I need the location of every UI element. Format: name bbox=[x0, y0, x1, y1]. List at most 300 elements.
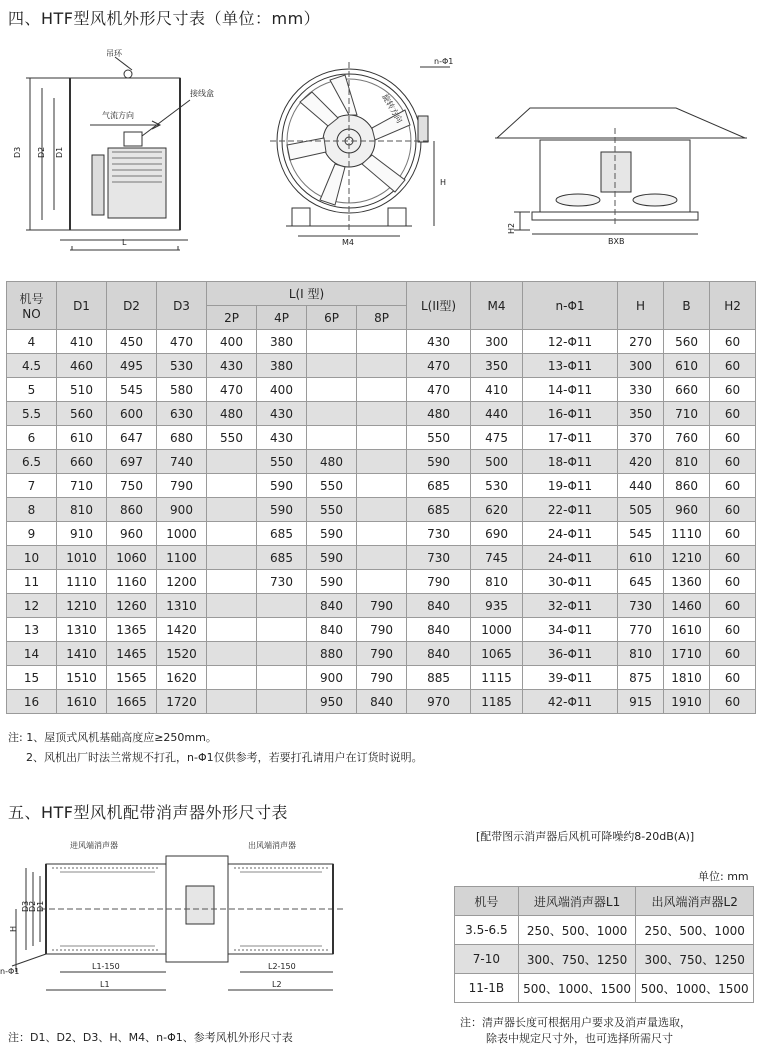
label-l2: L2 bbox=[272, 980, 282, 989]
table-cell: 810 bbox=[471, 570, 523, 594]
table-cell: 470 bbox=[407, 354, 471, 378]
table-cell: 545 bbox=[618, 522, 664, 546]
table-cell bbox=[257, 690, 307, 714]
table-cell: 430 bbox=[407, 330, 471, 354]
table-cell: 7-10 bbox=[455, 945, 519, 974]
table-cell: 1620 bbox=[157, 666, 207, 690]
label-h: H bbox=[440, 178, 447, 187]
table-cell: 915 bbox=[618, 690, 664, 714]
table-cell: 1100 bbox=[157, 546, 207, 570]
table-cell: 840 bbox=[407, 618, 471, 642]
table-cell: 690 bbox=[471, 522, 523, 546]
header-d2: D2 bbox=[107, 282, 157, 330]
table-cell bbox=[357, 378, 407, 402]
table-cell: 60 bbox=[710, 354, 756, 378]
header-8p: 8P bbox=[357, 306, 407, 330]
table-cell: 1200 bbox=[157, 570, 207, 594]
table-cell: 300 bbox=[471, 330, 523, 354]
table-cell bbox=[357, 570, 407, 594]
table-cell: 330 bbox=[618, 378, 664, 402]
table-cell: 960 bbox=[107, 522, 157, 546]
table-cell: 500 bbox=[471, 450, 523, 474]
silencer-unit: 单位: mm bbox=[698, 870, 749, 883]
table-cell: 11-1B bbox=[455, 974, 519, 1003]
table-cell: 7 bbox=[7, 474, 57, 498]
table-cell: 60 bbox=[710, 666, 756, 690]
table-cell bbox=[207, 642, 257, 666]
table-cell: 350 bbox=[618, 402, 664, 426]
table-cell: 60 bbox=[710, 642, 756, 666]
table-cell: 1610 bbox=[664, 618, 710, 642]
silencer-drawing bbox=[0, 832, 450, 1012]
silencer-table bbox=[454, 886, 754, 1003]
table-cell: 1460 bbox=[664, 594, 710, 618]
table-cell bbox=[207, 570, 257, 594]
table-cell: 34-Φ11 bbox=[523, 618, 618, 642]
table-cell bbox=[307, 426, 357, 450]
table-row bbox=[7, 474, 756, 498]
table-cell: 440 bbox=[471, 402, 523, 426]
table-cell: 4 bbox=[7, 330, 57, 354]
table-row bbox=[7, 450, 756, 474]
table-cell bbox=[357, 450, 407, 474]
table-cell: 685 bbox=[407, 498, 471, 522]
table-cell: 22-Φ11 bbox=[523, 498, 618, 522]
table-cell: 12-Φ11 bbox=[523, 330, 618, 354]
table-cell: 560 bbox=[57, 402, 107, 426]
table-cell: 1065 bbox=[471, 642, 523, 666]
table-cell: 610 bbox=[664, 354, 710, 378]
table-cell: 480 bbox=[407, 402, 471, 426]
table-cell: 250、500、1000 bbox=[636, 916, 754, 945]
table-cell: 1110 bbox=[57, 570, 107, 594]
table-cell: 300 bbox=[618, 354, 664, 378]
label-l1-150: L1-150 bbox=[92, 962, 120, 971]
table-cell: 1810 bbox=[664, 666, 710, 690]
table-cell: 60 bbox=[710, 330, 756, 354]
silencer-remark: [配带图示消声器后风机可降噪约8-20dB(A)] bbox=[476, 830, 695, 843]
table-cell: 550 bbox=[207, 426, 257, 450]
table-cell: 60 bbox=[710, 690, 756, 714]
dimension-table bbox=[6, 281, 756, 714]
table-row bbox=[455, 916, 754, 945]
table-cell: 24-Φ11 bbox=[523, 546, 618, 570]
table-cell: 730 bbox=[407, 522, 471, 546]
table-cell: 660 bbox=[664, 378, 710, 402]
section4-title: 四、HTF型风机外形尺寸表（单位：mm） bbox=[8, 9, 321, 28]
table-cell: 790 bbox=[357, 642, 407, 666]
label-d2: D2 bbox=[37, 146, 46, 158]
table-cell: 475 bbox=[471, 426, 523, 450]
table-cell: 697 bbox=[107, 450, 157, 474]
table-row bbox=[7, 570, 756, 594]
table-cell: 1010 bbox=[57, 546, 107, 570]
table-cell: 1610 bbox=[57, 690, 107, 714]
table-cell: 16-Φ11 bbox=[523, 402, 618, 426]
label-hoist: 吊环 bbox=[106, 49, 122, 58]
table-cell: 24-Φ11 bbox=[523, 522, 618, 546]
table-cell: 15 bbox=[7, 666, 57, 690]
table-cell: 880 bbox=[307, 642, 357, 666]
dimension-table-body bbox=[7, 330, 756, 714]
table-cell: 1260 bbox=[107, 594, 157, 618]
table-cell: 685 bbox=[257, 522, 307, 546]
note4-line2: 2、风机出厂时法兰常规不打孔，n-Φ1仅供参考，若要打孔请用户在订货时说明。 bbox=[26, 751, 423, 764]
table-cell: 300、750、1250 bbox=[518, 945, 636, 974]
table-cell: 13-Φ11 bbox=[523, 354, 618, 378]
table-cell: 410 bbox=[57, 330, 107, 354]
table-cell: 11 bbox=[7, 570, 57, 594]
junction-box bbox=[124, 132, 142, 146]
table-cell: 36-Φ11 bbox=[523, 642, 618, 666]
table-cell: 450 bbox=[107, 330, 157, 354]
table-cell: 1910 bbox=[664, 690, 710, 714]
table-cell: 1160 bbox=[107, 570, 157, 594]
section5-title: 五、HTF型风机配带消声器外形尺寸表 bbox=[8, 803, 289, 822]
table-cell: 840 bbox=[307, 618, 357, 642]
table-cell: 1110 bbox=[664, 522, 710, 546]
table-cell: 12 bbox=[7, 594, 57, 618]
table-cell: 19-Φ11 bbox=[523, 474, 618, 498]
table-cell: 5.5 bbox=[7, 402, 57, 426]
table-cell: 590 bbox=[407, 450, 471, 474]
label2-d1: D1 bbox=[36, 900, 45, 912]
table-cell: 32-Φ11 bbox=[523, 594, 618, 618]
table-cell: 1710 bbox=[664, 642, 710, 666]
table-cell: 460 bbox=[57, 354, 107, 378]
note5-right2: 除表中规定尺寸外，也可选择所需尺寸 bbox=[486, 1032, 673, 1045]
header-m4: M4 bbox=[471, 282, 523, 330]
table-cell: 960 bbox=[664, 498, 710, 522]
table-cell: 935 bbox=[471, 594, 523, 618]
header-b: B bbox=[664, 282, 710, 330]
header-l-type2: L(II型) bbox=[407, 282, 471, 330]
table-cell: 1520 bbox=[157, 642, 207, 666]
table-cell bbox=[357, 330, 407, 354]
table-cell: 875 bbox=[618, 666, 664, 690]
label2-d3: D3 bbox=[21, 900, 30, 912]
table-cell: 900 bbox=[157, 498, 207, 522]
table-cell: 1420 bbox=[157, 618, 207, 642]
table-cell: 840 bbox=[407, 594, 471, 618]
table-row bbox=[7, 594, 756, 618]
table-cell: 3.5-6.5 bbox=[455, 916, 519, 945]
table-cell bbox=[257, 642, 307, 666]
table-cell: 1565 bbox=[107, 666, 157, 690]
table-cell bbox=[357, 498, 407, 522]
table-cell: 500、1000、1500 bbox=[518, 974, 636, 1003]
label-airflow: 气流方向 bbox=[102, 111, 134, 120]
table-cell: 730 bbox=[618, 594, 664, 618]
table-cell: 745 bbox=[471, 546, 523, 570]
note5-right1: 注：清声器长度可根据用户要求及消声量选取， bbox=[460, 1016, 691, 1029]
table-cell: 39-Φ11 bbox=[523, 666, 618, 690]
rooftop-motor bbox=[601, 152, 631, 192]
table-cell bbox=[257, 618, 307, 642]
table-cell: 1000 bbox=[471, 618, 523, 642]
table-cell: 480 bbox=[307, 450, 357, 474]
table-cell: 710 bbox=[664, 402, 710, 426]
table-row bbox=[455, 974, 754, 1003]
label-outlet: 出风端消声器 bbox=[248, 841, 296, 850]
table-cell: 590 bbox=[257, 498, 307, 522]
table-cell: 685 bbox=[257, 546, 307, 570]
label-m4: M4 bbox=[342, 238, 354, 247]
table-cell: 60 bbox=[710, 594, 756, 618]
table-cell: 1410 bbox=[57, 642, 107, 666]
table-cell: 380 bbox=[257, 354, 307, 378]
table-row bbox=[455, 945, 754, 974]
table-cell: 42-Φ11 bbox=[523, 690, 618, 714]
table-row bbox=[7, 498, 756, 522]
table-cell: 60 bbox=[710, 546, 756, 570]
table-cell: 60 bbox=[710, 618, 756, 642]
table-cell: 505 bbox=[618, 498, 664, 522]
header-2p: 2P bbox=[207, 306, 257, 330]
table-cell: 660 bbox=[57, 450, 107, 474]
table-cell: 14 bbox=[7, 642, 57, 666]
table-cell: 810 bbox=[57, 498, 107, 522]
table-cell: 6.5 bbox=[7, 450, 57, 474]
table-cell: 545 bbox=[107, 378, 157, 402]
table-cell: 5 bbox=[7, 378, 57, 402]
table-cell: 430 bbox=[207, 354, 257, 378]
table-cell: 60 bbox=[710, 378, 756, 402]
table-cell: 730 bbox=[257, 570, 307, 594]
table-cell: 680 bbox=[157, 426, 207, 450]
table-cell: 60 bbox=[710, 426, 756, 450]
table-cell bbox=[357, 474, 407, 498]
table-cell: 500、1000、1500 bbox=[636, 974, 754, 1003]
table-cell: 810 bbox=[618, 642, 664, 666]
table-cell: 350 bbox=[471, 354, 523, 378]
hoist-ring bbox=[124, 70, 132, 78]
table-cell: 270 bbox=[618, 330, 664, 354]
label-l1: L1 bbox=[100, 980, 110, 989]
table-cell: 60 bbox=[710, 498, 756, 522]
table-cell bbox=[257, 594, 307, 618]
table-cell: 790 bbox=[357, 618, 407, 642]
table-cell: 840 bbox=[407, 642, 471, 666]
table-cell bbox=[207, 522, 257, 546]
table-cell bbox=[307, 330, 357, 354]
table-cell: 1310 bbox=[57, 618, 107, 642]
table-cell bbox=[257, 666, 307, 690]
table-cell: 16 bbox=[7, 690, 57, 714]
rooftop-cover bbox=[497, 108, 745, 138]
table-cell: 4.5 bbox=[7, 354, 57, 378]
table-cell bbox=[207, 474, 257, 498]
table-row bbox=[7, 618, 756, 642]
header-l-type1: L(I 型) bbox=[207, 282, 407, 306]
table-cell: 1465 bbox=[107, 642, 157, 666]
impeller-side bbox=[92, 155, 104, 215]
table-cell: 1210 bbox=[664, 546, 710, 570]
table-cell bbox=[207, 450, 257, 474]
table-cell: 560 bbox=[664, 330, 710, 354]
table-cell: 18-Φ11 bbox=[523, 450, 618, 474]
table-row bbox=[7, 402, 756, 426]
table-cell: 790 bbox=[357, 594, 407, 618]
table-cell: 495 bbox=[107, 354, 157, 378]
table-cell: 380 bbox=[257, 330, 307, 354]
table-cell bbox=[357, 402, 407, 426]
table-cell: 430 bbox=[257, 402, 307, 426]
table-cell: 970 bbox=[407, 690, 471, 714]
table-cell: 420 bbox=[618, 450, 664, 474]
table-cell bbox=[207, 666, 257, 690]
table-cell: 13 bbox=[7, 618, 57, 642]
table-cell: 810 bbox=[664, 450, 710, 474]
table-cell: 740 bbox=[157, 450, 207, 474]
table-cell bbox=[207, 618, 257, 642]
table-cell: 645 bbox=[618, 570, 664, 594]
table-cell: 610 bbox=[57, 426, 107, 450]
table-cell: 250、500、1000 bbox=[518, 916, 636, 945]
label-d1: D1 bbox=[55, 146, 64, 158]
label-inlet: 进风端消声器 bbox=[70, 841, 118, 850]
table-cell: 590 bbox=[257, 474, 307, 498]
table-cell: 840 bbox=[357, 690, 407, 714]
table-cell: 1510 bbox=[57, 666, 107, 690]
table-cell: 300、750、1250 bbox=[636, 945, 754, 974]
table-cell: 730 bbox=[407, 546, 471, 570]
table-cell: 60 bbox=[710, 570, 756, 594]
table-cell: 60 bbox=[710, 474, 756, 498]
label-rotation: 旋转方向 bbox=[380, 92, 405, 125]
table-cell: 480 bbox=[207, 402, 257, 426]
table-cell: 580 bbox=[157, 378, 207, 402]
table-cell: 430 bbox=[257, 426, 307, 450]
table-row bbox=[7, 546, 756, 570]
table-cell: 550 bbox=[307, 474, 357, 498]
sil-header-no: 机号 bbox=[455, 887, 519, 916]
table-cell: 400 bbox=[257, 378, 307, 402]
table-cell: 470 bbox=[157, 330, 207, 354]
table-cell: 885 bbox=[407, 666, 471, 690]
table-cell: 9 bbox=[7, 522, 57, 546]
table-row bbox=[7, 522, 756, 546]
header-d1: D1 bbox=[57, 282, 107, 330]
table-cell: 610 bbox=[618, 546, 664, 570]
table-cell: 900 bbox=[307, 666, 357, 690]
table-cell: 1000 bbox=[157, 522, 207, 546]
table-cell: 370 bbox=[618, 426, 664, 450]
table-cell bbox=[357, 354, 407, 378]
table-cell: 10 bbox=[7, 546, 57, 570]
table-row bbox=[7, 354, 756, 378]
header-no: 机号 NO bbox=[7, 282, 57, 330]
table-cell: 440 bbox=[618, 474, 664, 498]
table-row bbox=[7, 426, 756, 450]
sil-header-l1: 进风端消声器L1 bbox=[518, 887, 636, 916]
label-l2-150: L2-150 bbox=[268, 962, 296, 971]
table-cell: 790 bbox=[357, 666, 407, 690]
header-d3: D3 bbox=[157, 282, 207, 330]
table-cell: 760 bbox=[664, 426, 710, 450]
table-cell: 685 bbox=[407, 474, 471, 498]
table-cell: 530 bbox=[157, 354, 207, 378]
table-cell: 60 bbox=[710, 450, 756, 474]
table-cell: 550 bbox=[307, 498, 357, 522]
table-cell bbox=[307, 354, 357, 378]
table-cell: 1210 bbox=[57, 594, 107, 618]
table-cell: 770 bbox=[618, 618, 664, 642]
table-cell: 590 bbox=[307, 522, 357, 546]
table-cell bbox=[357, 546, 407, 570]
table-cell bbox=[207, 546, 257, 570]
table-cell: 470 bbox=[407, 378, 471, 402]
fan-drawing bbox=[0, 40, 757, 278]
table-cell: 590 bbox=[307, 546, 357, 570]
label2-d2: D2 bbox=[28, 900, 37, 912]
table-row bbox=[7, 378, 756, 402]
table-cell: 1360 bbox=[664, 570, 710, 594]
table-cell: 710 bbox=[57, 474, 107, 498]
table-cell: 1720 bbox=[157, 690, 207, 714]
table-row bbox=[7, 642, 756, 666]
note5-left: 注：D1、D2、D3、H、M4、n-Φ1、参考风机外形尺寸表 bbox=[8, 1031, 293, 1044]
table-cell: 950 bbox=[307, 690, 357, 714]
table-cell: 620 bbox=[471, 498, 523, 522]
table-cell: 17-Φ11 bbox=[523, 426, 618, 450]
table-cell: 410 bbox=[471, 378, 523, 402]
table-cell: 400 bbox=[207, 330, 257, 354]
table-cell: 60 bbox=[710, 522, 756, 546]
table-cell: 510 bbox=[57, 378, 107, 402]
label-l: L bbox=[122, 238, 127, 247]
label-h2: H2 bbox=[507, 222, 516, 234]
label-d3: D3 bbox=[13, 146, 22, 158]
table-cell: 550 bbox=[407, 426, 471, 450]
table-row bbox=[7, 666, 756, 690]
label2-h: H bbox=[9, 925, 18, 932]
table-cell: 1665 bbox=[107, 690, 157, 714]
silencer-table-body bbox=[455, 916, 754, 1003]
label2-nphi: n-Φ1 bbox=[0, 967, 20, 976]
sil-header-l2: 出风端消声器L2 bbox=[636, 887, 754, 916]
table-cell: 6 bbox=[7, 426, 57, 450]
label-bxb: BXB bbox=[608, 237, 625, 246]
header-nphi: n-Φ1 bbox=[523, 282, 618, 330]
table-cell: 1115 bbox=[471, 666, 523, 690]
table-cell: 1365 bbox=[107, 618, 157, 642]
table-cell: 750 bbox=[107, 474, 157, 498]
table-cell: 1310 bbox=[157, 594, 207, 618]
table-cell: 600 bbox=[107, 402, 157, 426]
table-cell: 910 bbox=[57, 522, 107, 546]
table-cell: 470 bbox=[207, 378, 257, 402]
table-row bbox=[7, 690, 756, 714]
table-cell bbox=[207, 498, 257, 522]
table-cell: 8 bbox=[7, 498, 57, 522]
header-h2: H2 bbox=[710, 282, 756, 330]
table-cell: 860 bbox=[664, 474, 710, 498]
table-cell: 1060 bbox=[107, 546, 157, 570]
table-cell: 530 bbox=[471, 474, 523, 498]
table-cell: 860 bbox=[107, 498, 157, 522]
table-cell: 647 bbox=[107, 426, 157, 450]
table-cell: 630 bbox=[157, 402, 207, 426]
note4-line1: 注: 1、屋顶式风机基础高度应≥250mm。 bbox=[8, 731, 217, 744]
table-cell: 60 bbox=[710, 402, 756, 426]
label-junction: 接线盒 bbox=[190, 89, 214, 98]
table-cell: 550 bbox=[257, 450, 307, 474]
table-cell bbox=[357, 426, 407, 450]
table-cell: 14-Φ11 bbox=[523, 378, 618, 402]
table-cell: 840 bbox=[307, 594, 357, 618]
table-cell: 590 bbox=[307, 570, 357, 594]
